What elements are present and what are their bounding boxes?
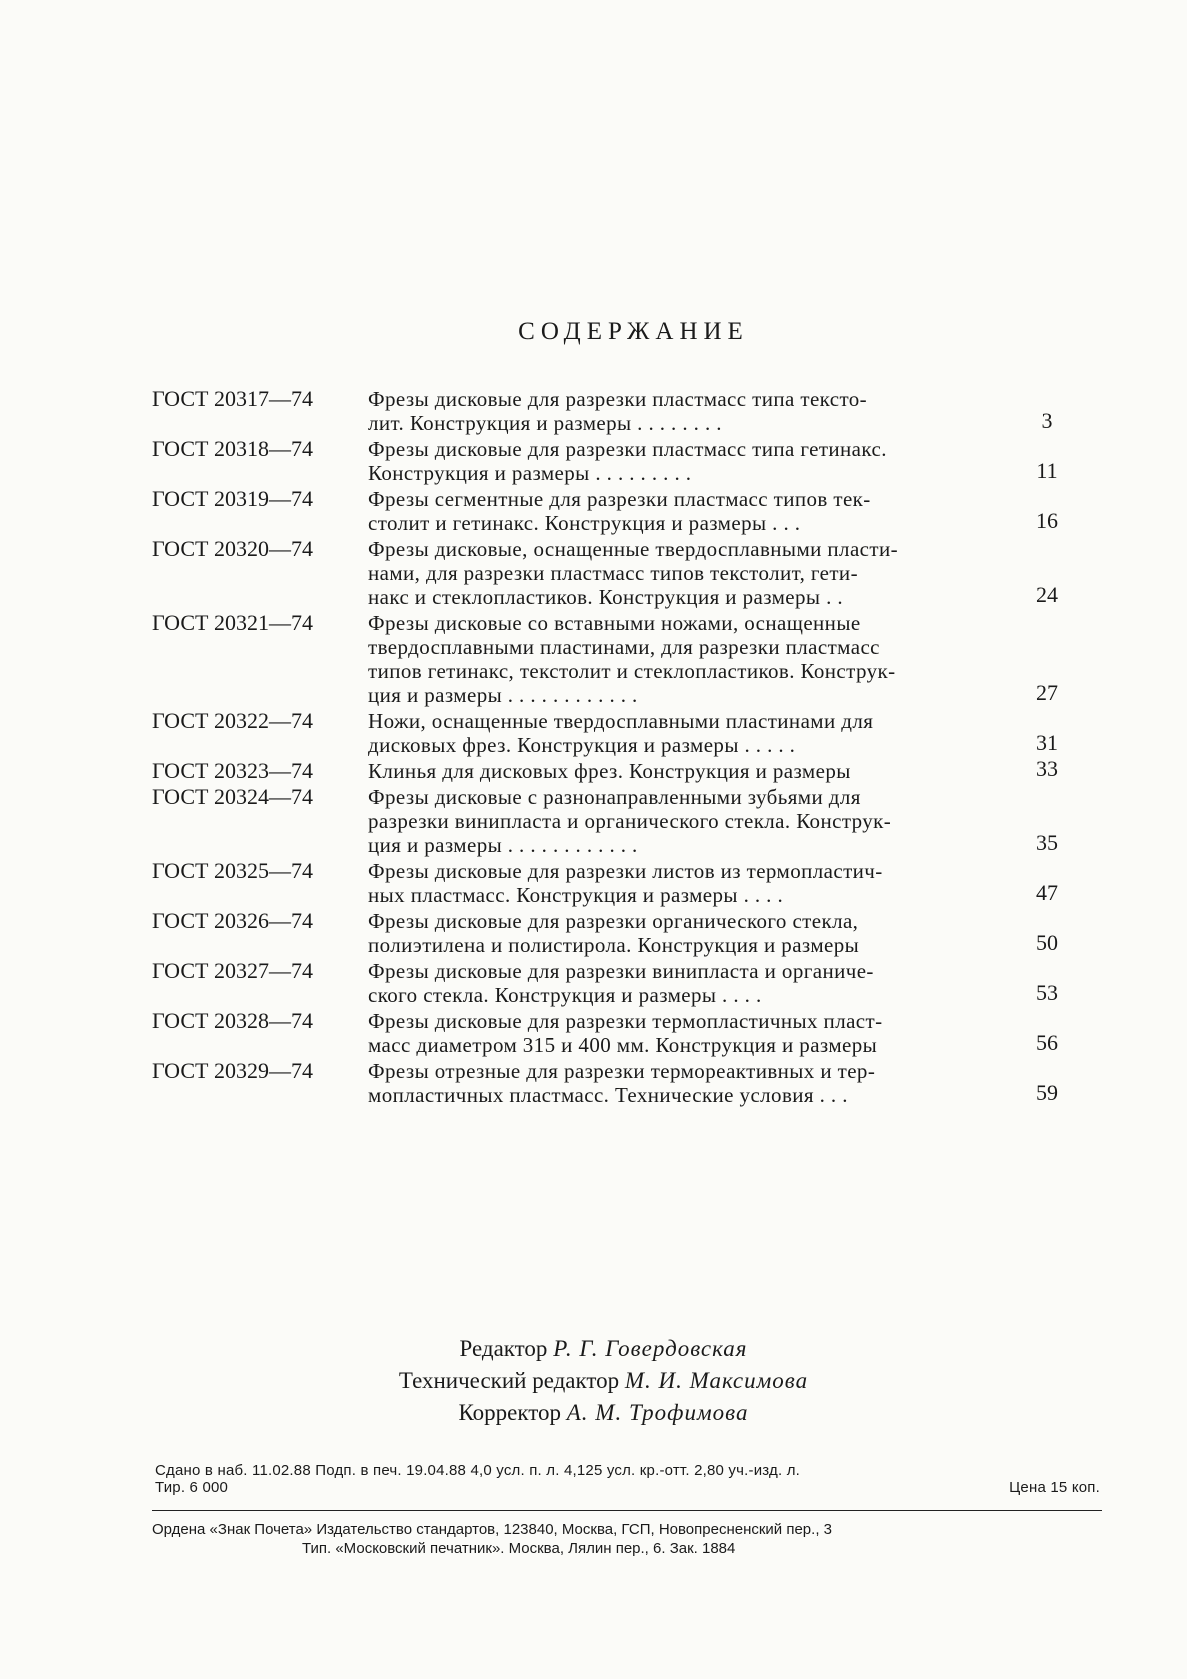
gost-number: ГОСТ 20321—74 (152, 610, 313, 635)
page-number: 31 (1036, 730, 1058, 755)
toc-description (368, 959, 1008, 1007)
corrector-line (20, 1397, 1187, 1429)
toc-entry (152, 909, 1072, 957)
description-line: ция и размеры . . . . . . . . . . . . (368, 683, 638, 707)
toc-description (368, 537, 1008, 609)
gost-number: ГОСТ 20317—74 (152, 386, 313, 411)
description-line: Клинья для дисковых фрез. Конструкция и размеры (368, 759, 851, 783)
toc-entry (152, 487, 1072, 535)
description-line: типов гетинакс, текстолит и стеклопластиков. Конструк- (368, 659, 896, 683)
page-number: 50 (1036, 930, 1058, 955)
printer-line: Тип. «Московский печатник». Москва, Лялин пер., 6. Зак. 1884 (302, 1540, 736, 1557)
description-line: Фрезы дисковые для разрезки пластмасс типа тексто- (368, 387, 868, 411)
publisher-footer (152, 1520, 1102, 1558)
credits (0, 1333, 1187, 1429)
gost-number: ГОСТ 20326—74 (152, 908, 313, 933)
tech-editor-name: М. И. Максимова (624, 1368, 809, 1393)
gost-number: ГОСТ 20323—74 (152, 758, 313, 783)
page-number: 56 (1036, 1030, 1058, 1055)
gost-number: ГОСТ 20329—74 (152, 1058, 313, 1083)
description-line: лит. Конструкция и размеры . . . . . . . . (368, 411, 722, 435)
page-number: 3 (1041, 408, 1053, 433)
toc-description (368, 487, 1008, 535)
description-line: ных пластмасс. Конструкция и размеры . . . . (368, 883, 784, 907)
imprint-details: Сдано в наб. 11.02.88 Подп. в печ. 19.04.88 4,0 усл. п. л. 4,125 усл. кр.-отт. 2,80 уч.-изд. л. (155, 1462, 801, 1479)
toc-description (368, 859, 1008, 907)
description-line: Фрезы дисковые для разрезки листов из термопластич- (368, 859, 883, 883)
toc-description (368, 785, 1008, 857)
toc-description (368, 909, 1008, 957)
gost-number: ГОСТ 20318—74 (152, 436, 313, 461)
toc-description (368, 709, 1008, 757)
description-line: разрезки винипласта и органического стекла. Конструк- (368, 809, 892, 833)
page-number: 33 (1036, 756, 1058, 781)
editor-name: Р. Г. Говердовская (553, 1336, 748, 1361)
toc-entry (152, 387, 1072, 435)
toc-description (368, 611, 1008, 707)
publisher-line: Ордена «Знак Почета» Издательство стандартов, 123840, Москва, ГСП, Новопресненский пер., 3 (152, 1521, 832, 1538)
description-line: ция и размеры . . . . . . . . . . . . (368, 833, 638, 857)
tech-editor-label: Технический редактор (398, 1368, 620, 1393)
divider (152, 1510, 1102, 1511)
imprint (155, 1462, 1100, 1496)
description-line: Фрезы дисковые с разнонаправленными зубьями для (368, 785, 861, 809)
toc-description (368, 1059, 1008, 1107)
corrector-label: Корректор (458, 1400, 561, 1425)
toc-entry (152, 537, 1072, 609)
description-line: Конструкция и размеры . . . . . . . . . (368, 461, 692, 485)
corrector-name: А. М. Трофимова (566, 1400, 749, 1425)
description-line: Фрезы сегментные для разрезки пластмасс типов тек- (368, 487, 871, 511)
toc-description (368, 1009, 1008, 1057)
toc-entry (152, 611, 1072, 707)
toc-entry (152, 785, 1072, 857)
page-number: 35 (1036, 830, 1058, 855)
editor-line (20, 1333, 1187, 1365)
description-line: столит и гетинакс. Конструкция и размеры . . . (368, 511, 801, 535)
description-line: твердосплавными пластинами, для разрезки пластмасс (368, 635, 880, 659)
description-line: нами, для разрезки пластмасс типов текстолит, гети- (368, 561, 858, 585)
page-number: 53 (1036, 980, 1058, 1005)
page-number: 24 (1036, 582, 1058, 607)
toc-entry (152, 709, 1072, 757)
toc-entry (152, 756, 1072, 783)
gost-number: ГОСТ 20320—74 (152, 536, 313, 561)
description-line: мопластичных пластмасс. Технические условия . . . (368, 1083, 848, 1107)
description-line: Фрезы дисковые для разрезки пластмасс типа гетинакс. (368, 437, 887, 461)
toc-description (368, 437, 1008, 485)
gost-number: ГОСТ 20328—74 (152, 1008, 313, 1033)
tech-editor-line (20, 1365, 1187, 1397)
toc-description (368, 759, 1008, 783)
description-line: дисковых фрез. Конструкция и размеры . . . . . (368, 733, 796, 757)
description-line: Фрезы отрезные для разрезки термореактивных и тер- (368, 1059, 876, 1083)
gost-number: ГОСТ 20327—74 (152, 958, 313, 983)
description-line: Фрезы дисковые для разрезки органического стекла, (368, 909, 859, 933)
description-line: Ножи, оснащенные твердосплавными пластинами для (368, 709, 874, 733)
description-line: Фрезы дисковые для разрезки термопластичных пласт- (368, 1009, 883, 1033)
page-title: СОДЕРЖАНИЕ (518, 318, 749, 345)
page-number: 47 (1036, 880, 1058, 905)
toc-description (368, 387, 1008, 435)
toc-entry (152, 437, 1072, 485)
gost-number: ГОСТ 20322—74 (152, 708, 313, 733)
toc-entry (152, 1059, 1072, 1107)
page-number: 27 (1036, 680, 1058, 705)
description-line: масс диаметром 315 и 400 мм. Конструкция и размеры (368, 1033, 878, 1057)
toc-entry (152, 1009, 1072, 1057)
page-number: 59 (1036, 1080, 1058, 1105)
page-number: 16 (1036, 508, 1058, 533)
gost-number: ГОСТ 20324—74 (152, 784, 313, 809)
price: Цена 15 коп. (1009, 1479, 1100, 1496)
description-line: полиэтилена и полистирола. Конструкция и размеры (368, 933, 860, 957)
description-line: Фрезы дисковые для разрезки винипласта и органиче- (368, 959, 874, 983)
circulation: Тир. 6 000 (155, 1479, 229, 1496)
toc-entry (152, 859, 1072, 907)
description-line: Фрезы дисковые, оснащенные твердосплавными пласти- (368, 537, 898, 561)
gost-number: ГОСТ 20325—74 (152, 858, 313, 883)
editor-label: Редактор (459, 1336, 548, 1361)
description-line: ского стекла. Конструкция и размеры . . . . (368, 983, 762, 1007)
table-of-contents (152, 387, 1072, 1109)
description-line: накс и стеклопластиков. Конструкция и размеры . . (368, 585, 844, 609)
page-number: 11 (1036, 458, 1058, 483)
description-line: Фрезы дисковые со вставными ножами, оснащенные (368, 611, 861, 635)
toc-entry (152, 959, 1072, 1007)
gost-number: ГОСТ 20319—74 (152, 486, 313, 511)
